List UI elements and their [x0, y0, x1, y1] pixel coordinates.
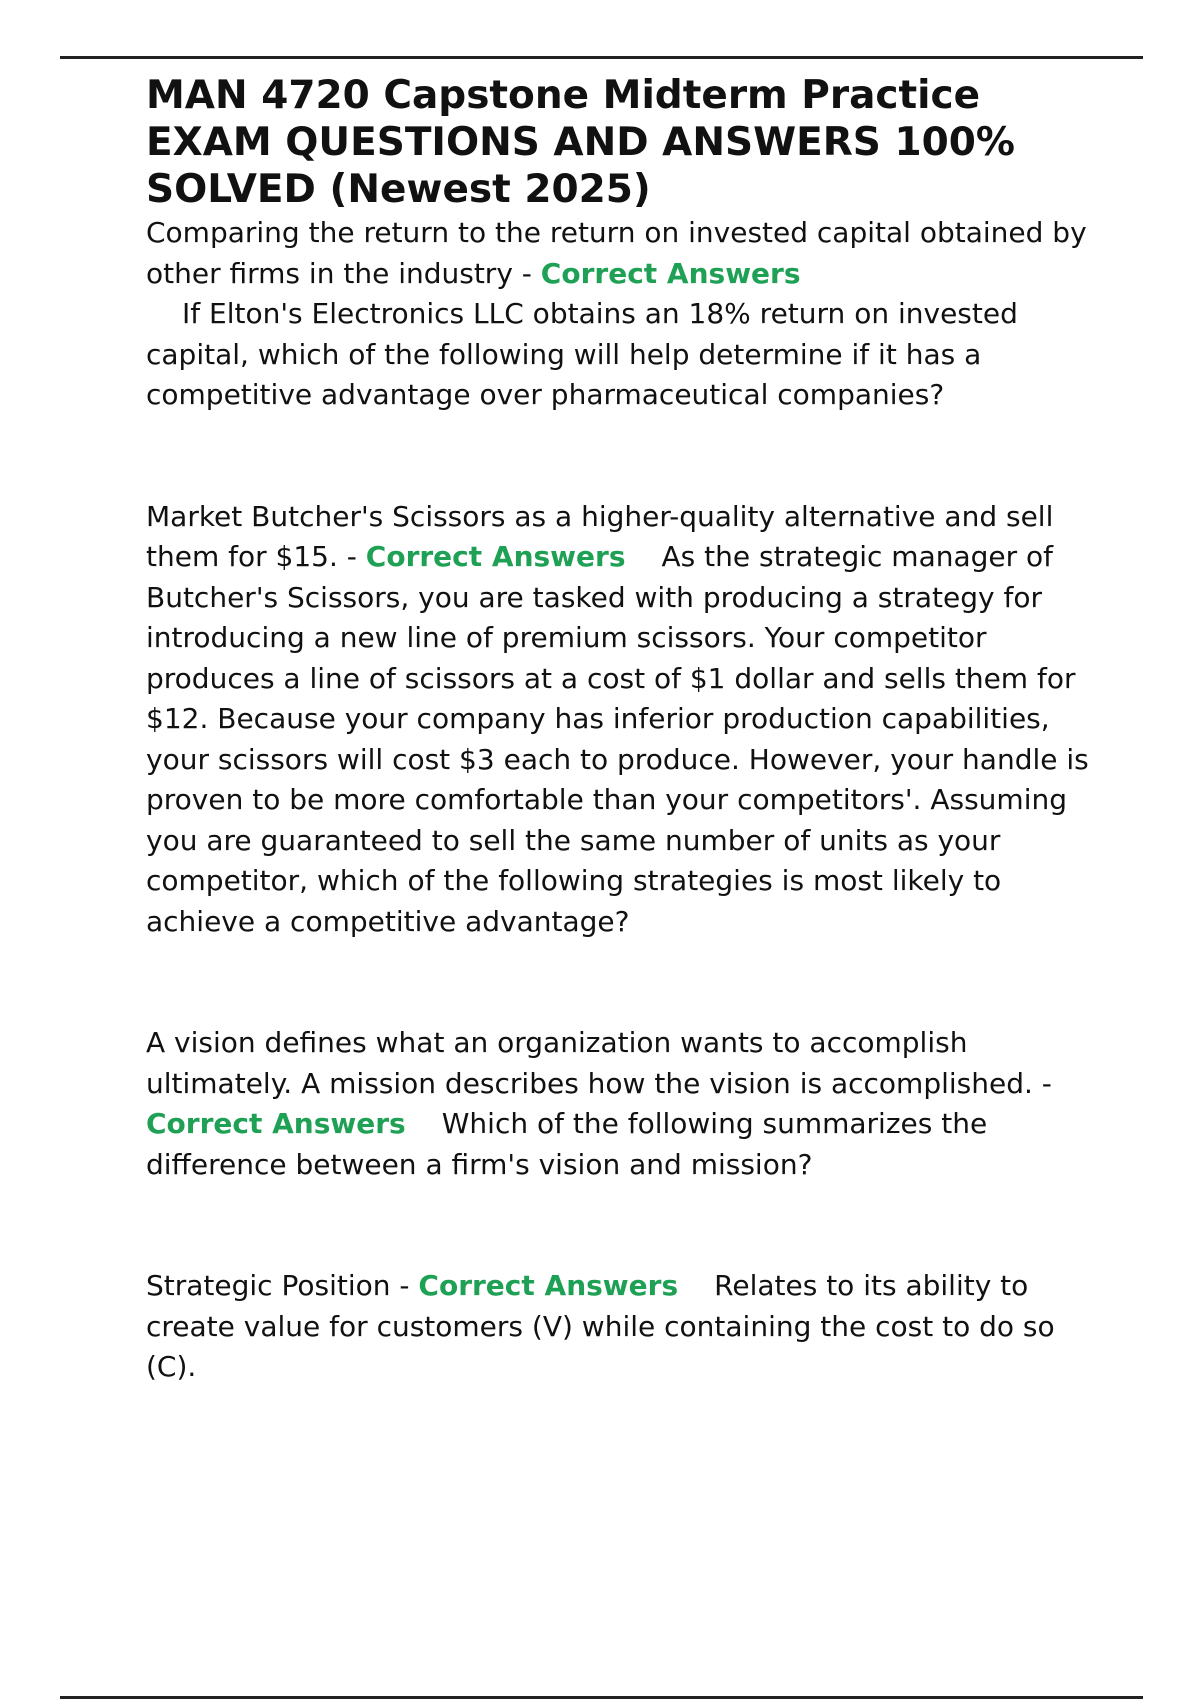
correct-answers-label: Correct Answers — [146, 1107, 406, 1140]
answer-text: Strategic Position - — [146, 1269, 419, 1302]
question-text: If Elton's Electronics LLC obtains an 18% return on invested capital, which of the following will help determine if it has a competitive advantage over pharmaceutical companies? — [146, 297, 1018, 411]
question-text: Relates to its ability to create value for customers (V) while containing the cost to do so (C). — [146, 1269, 1055, 1383]
correct-answers-label: Correct Answers — [418, 1269, 679, 1302]
question-text: Which of the following summarizes the difference between a firm's vision and mission? — [146, 1107, 988, 1181]
correct-answers-label: Correct Answers — [540, 256, 801, 290]
question-text: As the strategic manager of Butcher's Scissors, you are tasked with producing a strategy for introducing a new line of premium scissors. Your competitor produces a line of scissors at a cost of $1 dollar and sells them for $12. Because your company has inferior production capabilities, your scissors will cost $3 each to produce. However, your handle is proven to be more comfortable than your competitors'. Assuming you are guaranteed to sell the same number of units as your competitor, which of the following strategies is most likely to achieve a competitive advantage? — [146, 540, 1089, 938]
top-rule — [60, 56, 1143, 59]
answer-text: Comparing the return to the return on invested capital obtained by other firms in the industry - — [146, 216, 1087, 290]
qa-item-4 — [146, 1266, 1096, 1388]
bottom-rule — [60, 1696, 1143, 1699]
qa-item-3 — [146, 1023, 1096, 1185]
document-title: MAN 4720 Capstone Midterm Practice EXAM QUESTIONS AND ANSWERS 100% SOLVED (Newest 2025) — [146, 73, 1015, 212]
correct-answers-label: Correct Answers — [365, 540, 626, 573]
qa-item-1 — [146, 213, 1096, 416]
answer-text: Market Butcher's Scissors as a higher-quality alternative and sell them for $15. - — [146, 499, 1054, 573]
answer-text: A vision defines what an organization wants to accomplish ultimately. A mission describes how the vision is accomplished. - — [146, 1026, 1052, 1100]
document-body — [146, 72, 1096, 1469]
qa-item-2 — [146, 497, 1096, 943]
